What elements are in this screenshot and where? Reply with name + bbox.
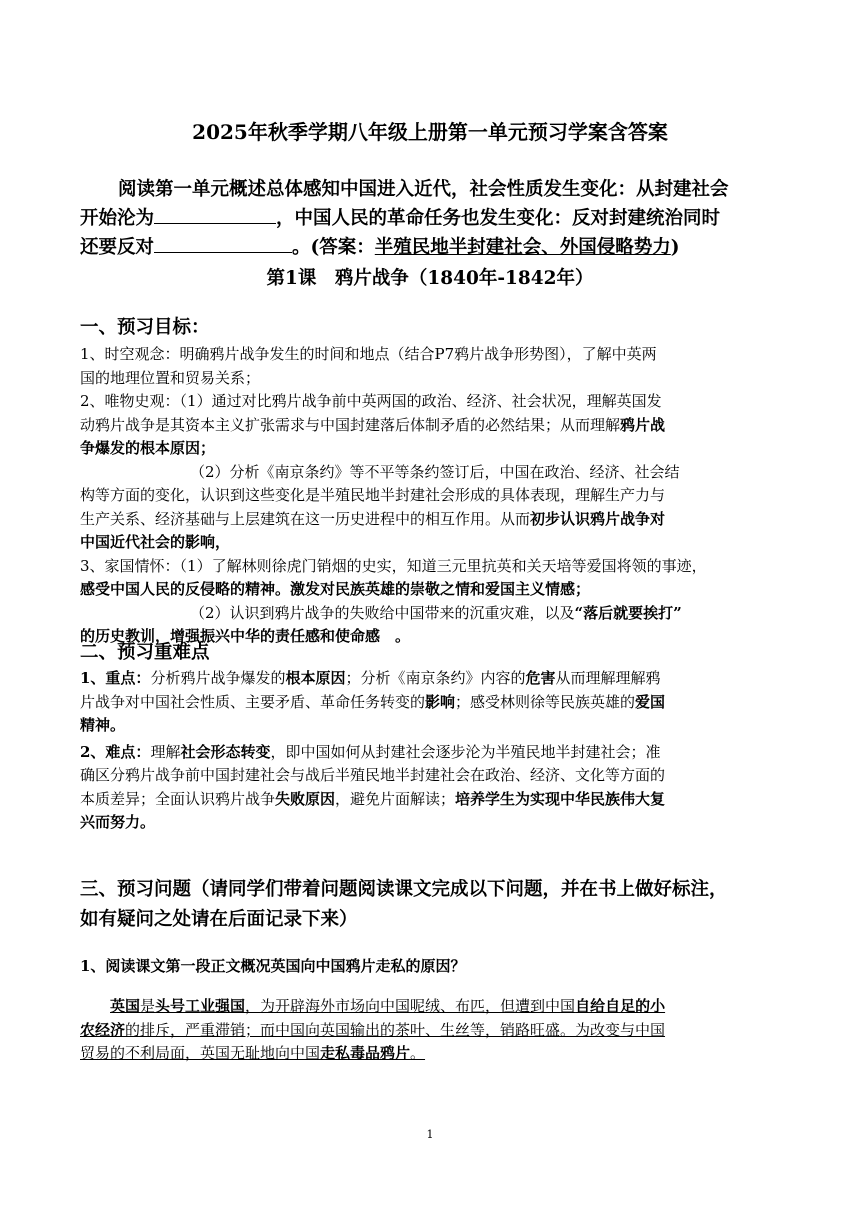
keypoint-line — [80, 667, 784, 691]
goal-line — [80, 578, 784, 602]
goal-text: 动鸦片战争是其资本主义扩张需求与中国封建落后体制矛盾的必然结果；从而理解 — [80, 415, 621, 434]
answer-line — [80, 1042, 784, 1066]
intro-line: 阅读第一单元概述总体感知中国进入近代，社会性质发生变化：从封建社会 — [118, 179, 729, 200]
keypoint-line — [80, 691, 784, 715]
goal-emphasis: 争爆发的根本原因； — [80, 439, 216, 457]
unit-intro-paragraph — [80, 175, 784, 262]
answer-emphasis: 英国 — [110, 997, 141, 1015]
keypoint-label: 2、难点： — [80, 742, 151, 761]
keypoints-section — [80, 667, 784, 835]
keypoint-line — [80, 788, 784, 812]
goal-line — [80, 531, 784, 555]
lesson-title: 第1课 鸦片战争（1840年-1842年） — [266, 268, 594, 289]
answer-text: 贸易的不利局面，英国无耻地向中国 — [80, 1044, 321, 1062]
goal-emphasis: 的历史教训，增强振兴中华的责任感和使命感 。 — [80, 627, 411, 645]
keypoint-emphasis: 爱国 — [635, 692, 666, 711]
answer-emphasis: 农经济 — [80, 1020, 126, 1039]
keypoint-emphasis: 兴而努力。 — [80, 813, 156, 831]
goal-line: 构等方面的变化，认识到这些变化是半殖民地半封建社会形成的具体表现，理解生产力与 — [80, 486, 666, 504]
keypoint-emphasis: 危害 — [525, 669, 556, 687]
answer-line — [80, 995, 784, 1019]
document-title: 2025年秋季学期八年级上册第一单元预习学案含答案 — [192, 120, 668, 144]
fill-blank-2[interactable] — [154, 234, 292, 253]
answer-text: 。 — [410, 1044, 426, 1062]
intro-text: 开始沦为 — [80, 208, 155, 229]
intro-line — [80, 204, 784, 233]
answer-line — [80, 1019, 784, 1043]
section-heading-questions-cont: 如有疑问之处请在后面记录下来） — [80, 909, 358, 930]
section-heading-questions: 三、预习问题（请同学们带着问题阅读课文完成以下问题，并在书上做好标注， — [80, 879, 728, 900]
intro-answer: 半殖民地半封建社会、外国侵略势力 — [374, 237, 671, 258]
goal-line: 国的地理位置和贸易关系； — [80, 368, 261, 387]
goal-emphasis: “落后就要挨打” — [574, 603, 682, 622]
keypoint-emphasis: 根本原因 — [285, 669, 346, 687]
keypoint-emphasis: 培养学生为实现中华民族伟大复 — [455, 789, 666, 808]
goal-emphasis: 中国近代社会的影响， — [80, 533, 231, 551]
keypoint-text: ；分析《南京条约》内容的 — [345, 669, 526, 687]
intro-text: ) — [670, 237, 680, 258]
goal-line: 2、唯物史观：（1）通过对比鸦片战争前中英两国的政治、经济、社会状况，理解英国发 — [80, 392, 662, 410]
keypoint-line: 确区分鸦片战争前中国封建社会与战后半殖民地半封建社会在政治、经济、文化等方面的 — [80, 766, 666, 784]
keypoint-label: 1、重点： — [80, 669, 151, 687]
answer-emphasis: 走私毒品鸦片 — [320, 1044, 411, 1062]
answer-emphasis: 自给自足的小 — [575, 997, 666, 1015]
goal-emphasis: 初步认识鸦片战争对 — [530, 509, 666, 528]
goal-text: （2）认识到鸦片战争的失败给中国带来的沉重灾难，以及 — [190, 603, 575, 622]
keypoint-text: 片战争对中国社会性质、主要矛盾、革命任务转变的 — [80, 692, 426, 711]
keypoint-line — [80, 811, 784, 835]
section-heading-goals: 一、预习目标： — [80, 317, 210, 338]
fill-blank-1[interactable] — [154, 205, 276, 224]
keypoint-text: 分析鸦片战争爆发的 — [150, 669, 286, 687]
answer-text: ，为开辟海外市场向中国呢绒、布匹，但遭到中国 — [245, 997, 576, 1015]
keypoint-line — [80, 714, 784, 738]
keypoint-emphasis: 失败原因 — [275, 789, 336, 808]
keypoint-emphasis: 影响 — [425, 692, 456, 711]
keypoint-text: ；感受林则徐等民族英雄的 — [455, 692, 636, 711]
goal-line — [80, 602, 784, 626]
intro-text: 还要反对 — [80, 237, 155, 258]
intro-text: ，中国人民的革命任务也发生变化：反对封建统治同时 — [276, 208, 721, 229]
keypoint-text: 本质差异；全面认识鸦片战争 — [80, 789, 276, 808]
goal-line — [80, 508, 784, 532]
intro-line — [80, 233, 784, 262]
answer-emphasis: 头号工业强国 — [155, 997, 246, 1015]
keypoint-text: ，即中国如何从封建社会逐步沦为半殖民地半封建社会；准 — [270, 742, 661, 761]
goal-line: 1、时空观念：明确鸦片战争发生的时间和地点（结合P7鸦片战争形势图），了解中英两 — [80, 345, 657, 363]
keypoint-text: 理解 — [150, 742, 181, 761]
answer-1 — [80, 995, 784, 1066]
question-1: 1、阅读课文第一段正文概况英国向中国鸦片走私的原因？ — [80, 957, 466, 975]
keypoint-text: 从而理解理解鸦 — [555, 669, 661, 687]
keypoint-emphasis: 社会形态转变 — [180, 742, 271, 761]
goal-line: 3、家国情怀：（1）了解林则徐虎门销烟的史实，知道三元里抗英和关天培等爱国将领的事迹， — [80, 556, 707, 575]
goals-section — [80, 343, 784, 649]
page-number: 1 — [426, 1128, 434, 1141]
goal-line — [80, 437, 784, 461]
goal-emphasis: 鸦片战 — [620, 415, 666, 434]
goal-line — [80, 414, 784, 438]
keypoint-text: ，避免片面解读； — [335, 789, 456, 808]
intro-text: 。(答案： — [292, 237, 375, 258]
keypoint-line — [80, 741, 784, 765]
answer-text: 是 — [140, 997, 156, 1015]
goal-emphasis: 感受中国人民的反侵略的精神。激发对民族英雄的崇敬之情和爱国主义情感； — [80, 580, 591, 598]
goal-line: （2）分析《南京条约》等不平等条约签订后，中国在政治、经济、社会结 — [190, 462, 680, 481]
answer-text: 的排斥，严重滞销；而中国向英国输出的茶叶、生丝等，销路旺盛。为改变与中国 — [125, 1020, 666, 1039]
section-heading-keypoints: 二、预习重难点 — [80, 642, 210, 663]
goal-text: 生产关系、经济基础与上层建筑在这一历史进程中的相互作用。从而 — [80, 509, 531, 528]
keypoint-emphasis: 精神。 — [80, 716, 126, 734]
